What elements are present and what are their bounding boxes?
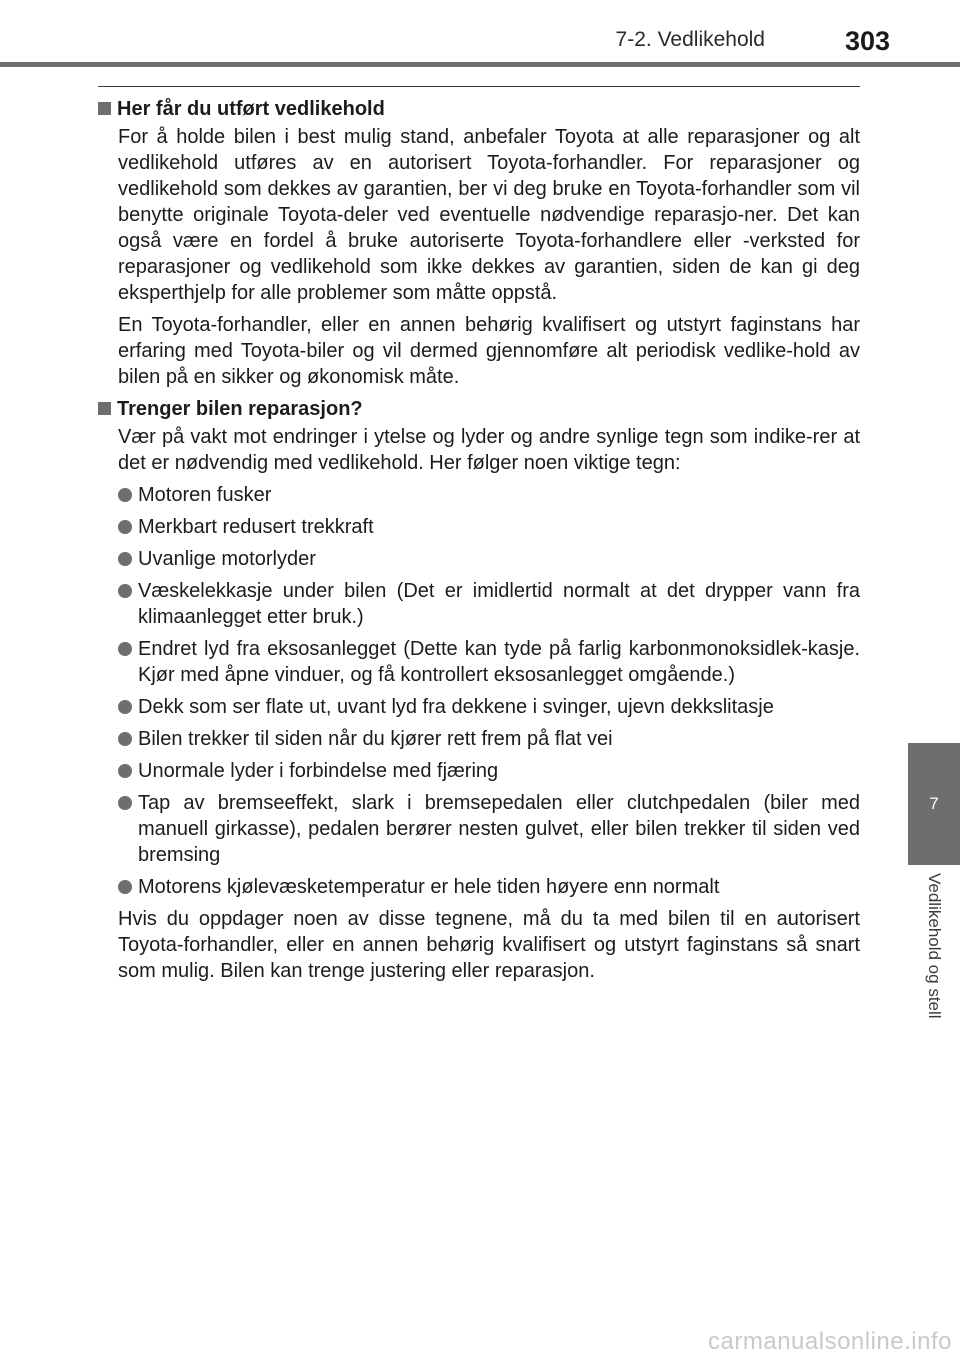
list-item-text: Motoren fusker bbox=[138, 484, 272, 506]
list-item bbox=[118, 636, 860, 688]
list-item-text: Væskelekkasje under bilen (Det er imidlertid normalt at det drypper vann fra klimaanlegget etter bruk.) bbox=[138, 580, 860, 628]
list-item-text: Unormale lyder i forbindelse med fjæring bbox=[138, 760, 499, 782]
circle-bullet-icon bbox=[118, 520, 132, 534]
header-divider bbox=[0, 62, 960, 67]
list-item bbox=[118, 578, 860, 630]
circle-bullet-icon bbox=[118, 642, 132, 656]
square-bullet-icon bbox=[98, 402, 111, 415]
watermark: carmanualsonline.info bbox=[708, 1328, 952, 1355]
circle-bullet-icon bbox=[118, 732, 132, 746]
list-item-text: Uvanlige motorlyder bbox=[138, 548, 316, 570]
list-item-text: Tap av bremseeffekt, slark i bremsepedalen eller clutchpedalen (biler med manuell girkasse), pedalen berører nesten gulvet, eller bilen trekker til siden ved bremsing bbox=[138, 792, 860, 866]
content-divider bbox=[98, 86, 860, 87]
section-heading bbox=[98, 396, 860, 422]
heading-text: Her får du utført vedlikehold bbox=[117, 98, 385, 120]
list-item bbox=[118, 694, 860, 720]
circle-bullet-icon bbox=[118, 700, 132, 714]
circle-bullet-icon bbox=[118, 584, 132, 598]
list-item bbox=[118, 758, 860, 784]
main-content bbox=[98, 96, 860, 990]
paragraph: En Toyota-forhandler, eller en annen behørig kvalifisert og utstyrt faginstans har erfaring med Toyota-biler og vil dermed gjennomføre alt periodisk vedlike-hold av bilen på en sikker og økonomisk måte. bbox=[118, 314, 860, 388]
list-item bbox=[118, 790, 860, 868]
heading-text: Trenger bilen reparasjon? bbox=[117, 398, 363, 420]
list-item bbox=[118, 874, 860, 900]
section-repair bbox=[98, 396, 860, 984]
chapter-title: Vedlikehold og stell bbox=[925, 873, 944, 1019]
list-item bbox=[118, 482, 860, 508]
circle-bullet-icon bbox=[118, 796, 132, 810]
list-item bbox=[118, 514, 860, 540]
circle-bullet-icon bbox=[118, 764, 132, 778]
warning-signs-list bbox=[118, 482, 860, 900]
list-item-text: Dekk som ser flate ut, uvant lyd fra dekkene i svinger, ujevn dekkslitasje bbox=[138, 696, 774, 718]
list-item-text: Endret lyd fra eksosanlegget (Dette kan tyde på farlig karbonmonoksidlek-kasje. Kjør med åpne vinduer, og få kontrollert eksosanlegget omgående.) bbox=[138, 638, 860, 686]
list-item-text: Merkbart redusert trekkraft bbox=[138, 516, 374, 538]
square-bullet-icon bbox=[98, 102, 111, 115]
list-item-text: Bilen trekker til siden når du kjører rett frem på flat vei bbox=[138, 728, 613, 750]
page-number: 303 bbox=[844, 26, 890, 56]
section-title: 7-2. Vedlikehold bbox=[615, 28, 765, 51]
section-maintenance bbox=[98, 96, 860, 390]
paragraph: Vær på vakt mot endringer i ytelse og lyder og andre synlige tegn som indike-rer at det er nødvendig med vedlikehold. Her følger noen viktige tegn: bbox=[118, 426, 860, 474]
list-item bbox=[118, 726, 860, 752]
circle-bullet-icon bbox=[118, 880, 132, 894]
section-heading bbox=[98, 96, 860, 122]
list-item bbox=[118, 546, 860, 572]
chapter-number: 7 bbox=[929, 794, 939, 813]
paragraph: Hvis du oppdager noen av disse tegnene, må du ta med bilen til en autorisert Toyota-forhandler, eller en annen behørig kvalifisert og utstyrt faginstans så snart som mulig. Bilen kan trenge justering eller reparasjon. bbox=[118, 908, 860, 982]
list-item-text: Motorens kjølevæsketemperatur er hele tiden høyere enn normalt bbox=[138, 876, 720, 898]
circle-bullet-icon bbox=[118, 488, 132, 502]
page-header bbox=[0, 0, 960, 62]
paragraph: For å holde bilen i best mulig stand, anbefaler Toyota at alle reparasjoner og alt vedlikehold utføres av en autorisert Toyota-forhandler. For reparasjoner og vedlikehold som dekkes av garantien, ber vi deg bruke en Toyota-forhandler som vil benytte originale Toyota-deler ved eventuelle nødvendige reparasjo-ner. Det kan også være en fordel å bruke autoriserte Toyota-forhandlere eller -verksted for reparasjoner og vedlikehold som ikke dekkes av garantien, siden de kan gi deg eksperthjelp for alle problemer som måtte oppstå. bbox=[118, 126, 860, 304]
circle-bullet-icon bbox=[118, 552, 132, 566]
chapter-tab[interactable] bbox=[908, 743, 960, 865]
